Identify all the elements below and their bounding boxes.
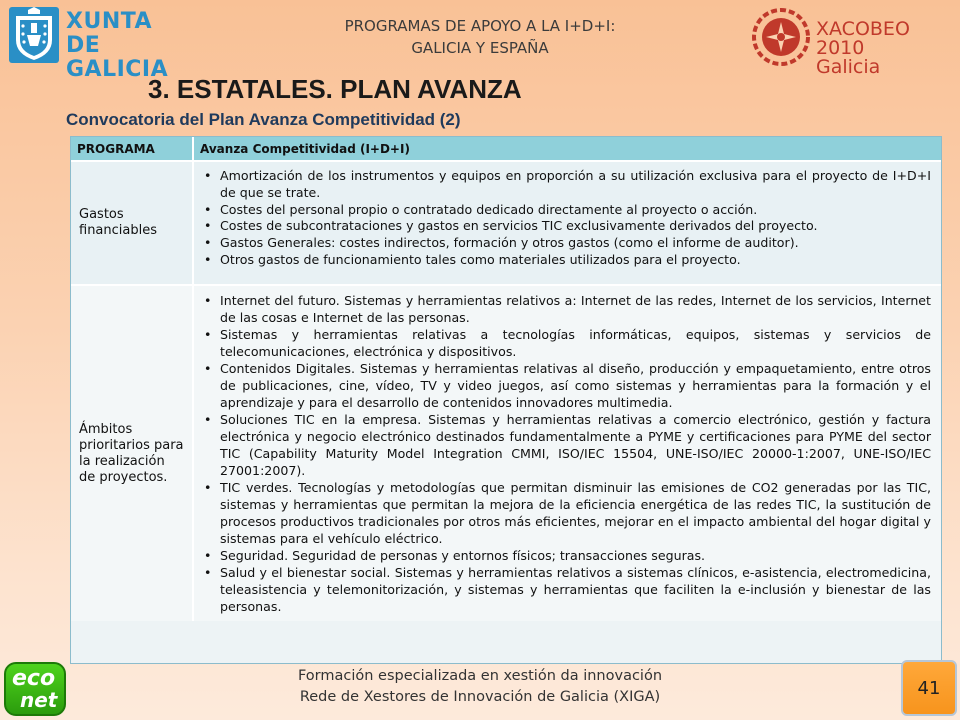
list-item: • Soluciones TIC en la empresa. Sistemas y herramientas relativas a comercio electrónico, gestión y factura electrónica y negocio electrónico destinados fundamentalmente a PYME y certificaciones para PYME del sector TIC (Capability Maturity Model Integration CMMI, ISO/IEC 15504, UNE-ISO/IEC 20000-1:2007, UNE-ISO/IEC 27001:2007). (202, 411, 931, 479)
list-item: • Otros gastos de funcionamiento tales como materiales utilizados para el proyecto. (202, 252, 931, 269)
footer (0, 666, 960, 708)
list-item: • Internet del futuro. Sistemas y herramientas relativos a: Internet de las redes, Internet de los servicios, Internet de las cosas e Internet de las personas. (202, 292, 931, 326)
program-table (70, 136, 942, 664)
program-table-grid (71, 137, 941, 621)
row-content (193, 161, 941, 285)
econet-logo-top: eco (12, 666, 56, 691)
table-row (71, 285, 941, 621)
table-header-avanza: Avanza Competitividad (I+D+I) (193, 137, 941, 161)
list-item: • Amortización de los instrumentos y equipos en proporción a su utilización exclusiva para el proyecto de I+D+I de que se trate. (202, 168, 931, 202)
subtitle: Convocatoria del Plan Avanza Competitividad (2) (66, 110, 461, 129)
header-title-line2: GALICIA Y ESPAÑA (411, 39, 549, 57)
header-title-line1: PROGRAMAS DE APOYO A LA I+D+I: (344, 17, 616, 35)
table-row (71, 161, 941, 285)
row-content (193, 285, 941, 621)
xunta-logo (8, 6, 198, 82)
row-label: Gastos financiables (71, 161, 193, 285)
footer-line1: Formación especializada en xestión da innovación (297, 668, 663, 684)
list-item: • Contenidos Digitales. Sistemas y herramientas relativas al diseño, producción y empaquetamiento, entre otros de publicaciones, cine, vídeo, TV y video juegos, así como sistemas y herramientas para la formación y el aprendizaje y para el desarrollo de contenidos innovadores multimedia. (202, 360, 931, 411)
xacobeo-line1: XACOBEO 2010 (816, 18, 910, 59)
xunta-line1: XUNTA (66, 9, 153, 34)
xunta-shield-icon (8, 6, 60, 64)
section-title: 3. ESTATALES. PLAN AVANZA (148, 74, 522, 104)
list-item: • Salud y el bienestar social. Sistemas y herramientas relativos a sistemas clínicos, e-asistencia, electromedicina, teleasistencia y telemonitorización, y sistemas y herramientas que faciliten la e-inclusión y bienestar de las personas. (202, 564, 931, 615)
table-header-row (71, 137, 941, 161)
xacobeo-logo (752, 8, 952, 78)
list-item: • Seguridad. Seguridad de personas y entornos físicos; transacciones seguras. (202, 547, 931, 564)
bullet-list (202, 292, 931, 615)
xunta-wordmark (66, 10, 198, 82)
bullet-list (202, 168, 931, 269)
row-label: Ámbitos prioritarios para la realización de proyectos. (71, 285, 193, 621)
table-header-programa: PROGRAMA (71, 137, 193, 161)
page-number: 41 (901, 660, 957, 716)
header-title (290, 15, 670, 59)
econet-logo-bottom: net (20, 688, 58, 712)
xacobeo-seal-icon (752, 8, 810, 66)
xunta-line2: DE GALICIA (66, 33, 169, 82)
list-item: • Gastos Generales: costes indirectos, formación y otros gastos (como el informe de auditor). (202, 235, 931, 252)
xacobeo-wordmark (816, 20, 952, 77)
list-item: • Sistemas y herramientas relativas a tecnologías informáticas, equipos, sistemas y servicios de telecomunicaciones, electrónica y dispositivos. (202, 326, 931, 360)
footer-line2: Rede de Xestores de Innovación de Galicia (XIGA) (299, 689, 661, 705)
list-item: • Costes de subcontrataciones y gastos en servicios TIC exclusivamente derivados del proyecto. (202, 218, 931, 235)
xacobeo-line2: Galicia (816, 56, 881, 78)
list-item: • TIC verdes. Tecnologías y metodologías que permitan disminuir las emisiones de CO2 generadas por las TIC, sistemas y herramientas que permitan la mejora de la eficiencia energética de las redes TIC, la sustitución de procesos productivos tradicionales por otros más eficientes, mejorar en el impacto ambiental del hogar digital y sistemas para el vehículo eléctrico. (202, 479, 931, 547)
list-item: • Costes del personal propio o contratado dedicado directamente al proyecto o acción. (202, 202, 931, 219)
